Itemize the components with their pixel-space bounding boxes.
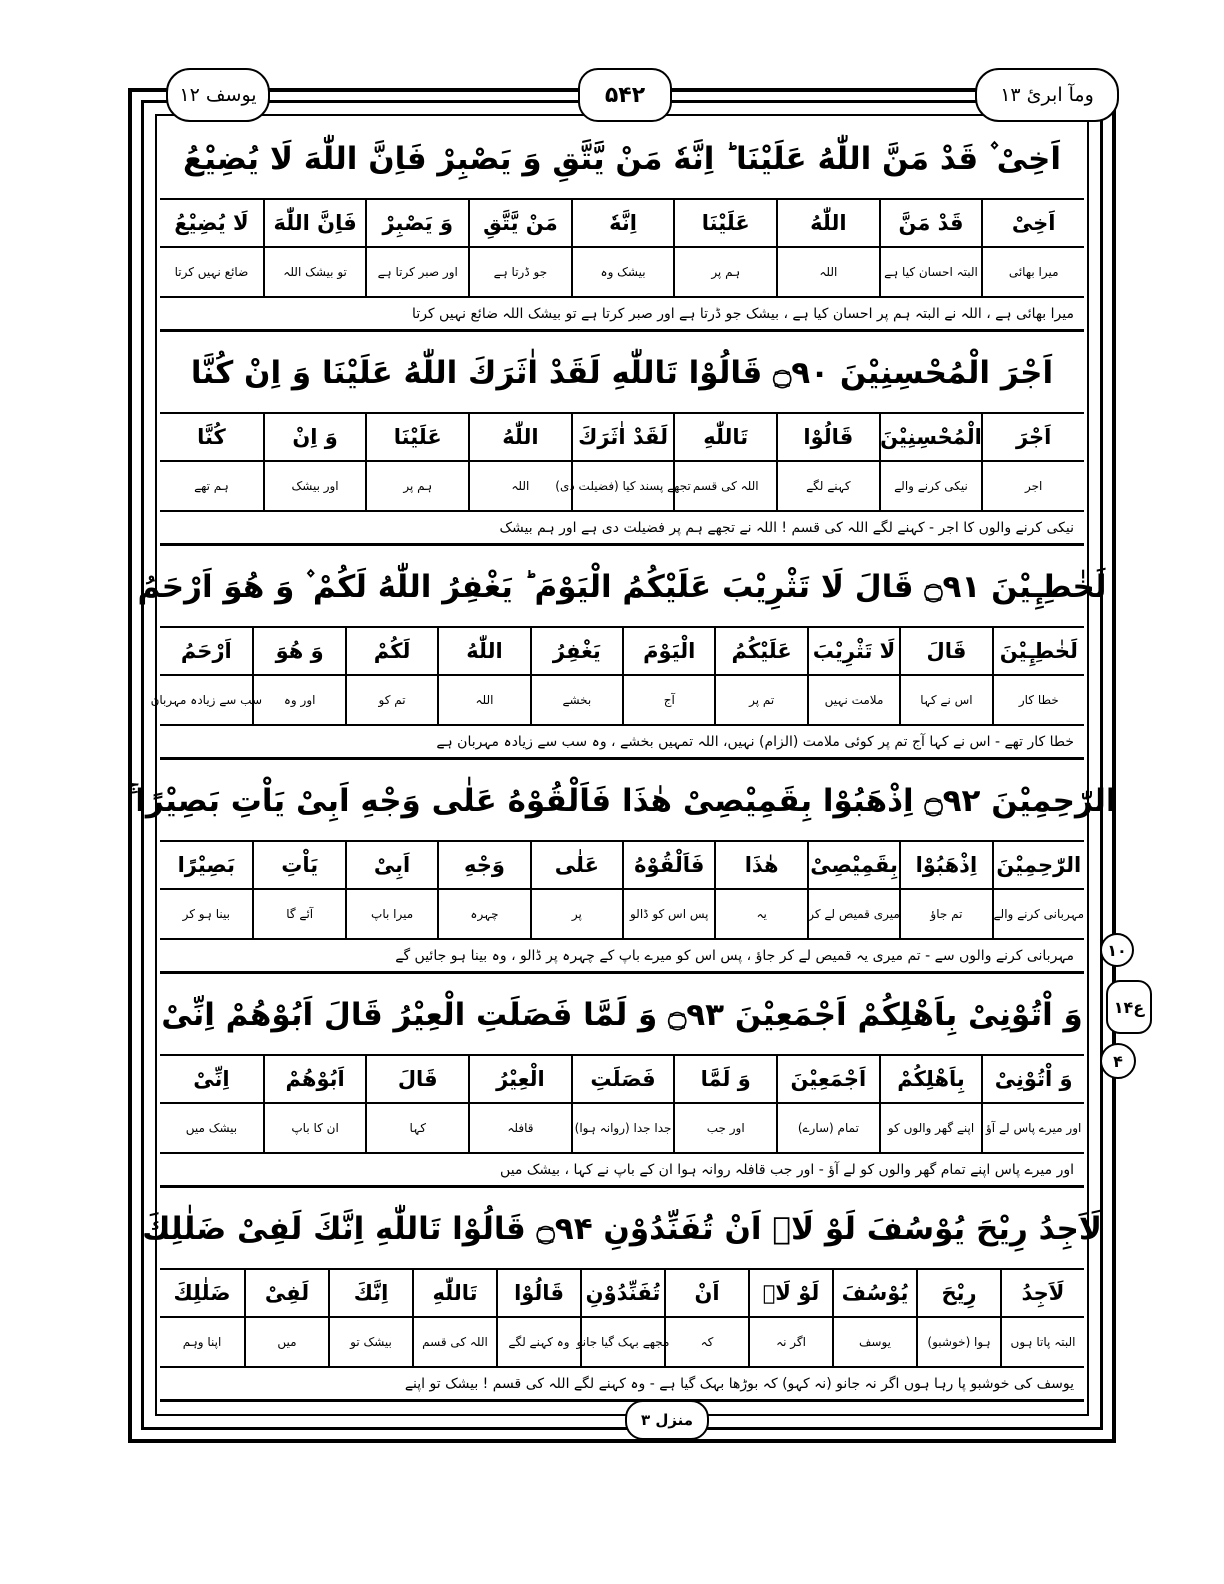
arabic-word-cell: الرّٰحِمِیْنَ (992, 842, 1084, 888)
urdu-meaning-cell: ہم پر (365, 462, 468, 510)
arabic-word-cell: مَنْ یَّتَّقِ (468, 200, 571, 246)
meaning-row (160, 1104, 1084, 1154)
urdu-meaning-cell: نیکی کرنے والے (879, 462, 982, 510)
arabic-word-cell: اللّٰهُ (776, 200, 879, 246)
urdu-meaning-cell: تم پر (714, 676, 806, 724)
urdu-meaning-cell: مجھے بہک گیا جانو (580, 1318, 664, 1366)
urdu-meaning-cell: بینا ہو کر (182, 907, 231, 921)
ruku-number-marker: ۱۰ (1100, 933, 1134, 967)
arabic-word-cell: تَاللّٰهِ (673, 414, 776, 460)
urdu-meaning-cell: اس نے کہا (899, 676, 991, 724)
arabic-word-cell: یَاْتِ (252, 842, 344, 888)
arabic-word-cell: الْیَوْمَ (622, 628, 714, 674)
urdu-meaning-cell: اپنے گھر والوں کو (879, 1104, 982, 1152)
arabic-word-cell: وَ لَمَّا (673, 1056, 776, 1102)
urdu-meaning-cell: کہ (664, 1318, 748, 1366)
urdu-translation-line: میرا بھائی ہے ، اللہ نے البتہ ہم پر احسان کیا ہے ، بیشک جو ڈرتا ہے اور صبر کرتا ہے تو بیشک اللہ ضائع نہیں کرتا (160, 298, 1084, 332)
arabic-word-cell: اَنْ (664, 1270, 748, 1316)
urdu-meaning-cell: اور بیشک (263, 462, 366, 510)
arabic-word-cell: تَاللّٰهِ (412, 1270, 496, 1316)
word-row (160, 1056, 1084, 1104)
arabic-word-cell: فَاَلْقُوْهُ (622, 842, 714, 888)
verse-block (160, 334, 1084, 548)
word-row (160, 414, 1084, 462)
verse-block (160, 120, 1084, 334)
arabic-verse-line: لَاَجِدُ رِیْحَ یُوْسُفَ لَوْ لَاۤ اَنْ تُفَنِّدُوْنِ ۝۹۴ قَالُوْا تَاللّٰهِ اِنَّكَ لَفِیْ ضَلٰلِكَ (160, 1190, 1084, 1270)
arabic-word-cell: قَدْ مَنَّ (879, 200, 982, 246)
urdu-meaning-cell: تو بیشک اللہ (263, 248, 366, 296)
arabic-word-cell: رِیْحَ (916, 1270, 1000, 1316)
urdu-meaning-cell: اللہ کی قسم (412, 1318, 496, 1366)
meaning-row (150, 676, 1084, 726)
meaning-row (160, 890, 1084, 940)
urdu-translation-line: مہربانی کرنے والوں سے - تم میری یہ قمیص لے کر جاؤ ، پس اس کو میرے باپ کے چہرہ پر ڈالو ، وہ بینا ہو جائیں گے (160, 940, 1084, 974)
arabic-word-cell: اللّٰهُ (437, 628, 529, 674)
verse-block (137, 548, 1107, 762)
verse-block (160, 976, 1084, 1190)
urdu-meaning-cell: ہم پر (673, 248, 776, 296)
urdu-meaning-cell: تم کو (345, 676, 437, 724)
urdu-meaning-cell: اور وہ (252, 676, 344, 724)
meaning-row (160, 248, 1084, 298)
urdu-meaning-cell: یہ (714, 890, 806, 938)
urdu-meaning-cell: ان کا باپ (263, 1104, 366, 1152)
arabic-word-cell: عَلَیْكُمُ (714, 628, 806, 674)
arabic-word-cell: وَ هُوَ (252, 628, 344, 674)
urdu-meaning-cell: میرا باپ (345, 890, 437, 938)
arabic-word-cell: قَالَ (365, 1056, 468, 1102)
arabic-word-cell: قَالَ (899, 628, 991, 674)
arabic-word-cell: بِقَمِیْصِیْ (807, 842, 899, 888)
urdu-meaning-cell: بیشک تو (328, 1318, 412, 1366)
urdu-meaning-cell: ہوا (خوشبو) (916, 1318, 1000, 1366)
urdu-meaning-cell: وہ کہنے لگے (496, 1318, 580, 1366)
arabic-word-cell: اللّٰهُ (468, 414, 571, 460)
urdu-meaning-cell: قافلہ (468, 1104, 571, 1152)
urdu-meaning-cell: کہنے لگے (776, 462, 879, 510)
arabic-word-cell: اَجْرَ (981, 414, 1084, 460)
arabic-word-cell: اِنَّكَ (328, 1270, 412, 1316)
arabic-word-cell: اَخِیْ (981, 200, 1084, 246)
arabic-verse-line: لَخٰطِـِٕیْنَ ۝۹۱ قَالَ لَا تَثْرِیْبَ عَلَیْكُمُ الْیَوْمَ ؕ یَغْفِرُ اللّٰهُ لَكُمْ ۫ وَ هُوَ اَرْحَمُ (160, 548, 1084, 628)
word-row (160, 628, 1084, 676)
arabic-word-cell: یَغْفِرُ (530, 628, 622, 674)
urdu-meaning-cell: جو ڈرتا ہے (468, 248, 571, 296)
arabic-word-cell: لَفِیْ (244, 1270, 328, 1316)
urdu-meaning-cell: میری قمیص لے کر (807, 890, 899, 938)
ruku-marker: ع۱۴ (1106, 980, 1152, 1034)
arabic-word-cell: وَجْهِ (437, 842, 529, 888)
arabic-word-cell: اَبِیْ (345, 842, 437, 888)
arabic-word-cell: بَصِیْرًا (177, 853, 235, 877)
arabic-word-cell: قَالُوْا (776, 414, 879, 460)
arabic-word-cell: وَ اْتُوْنِیْ (981, 1056, 1084, 1102)
arabic-word-cell: لَقَدْ اٰثَرَكَ (571, 414, 674, 460)
arabic-word-cell: اَبُوْهُمْ (263, 1056, 366, 1102)
urdu-meaning-cell: بخشے (530, 676, 622, 724)
arabic-word-cell: فَاِنَّ اللّٰهَ (263, 200, 366, 246)
urdu-meaning-cell: اللہ کی قسم (673, 462, 776, 510)
urdu-meaning-cell: خطا کار (992, 676, 1084, 724)
arabic-word-cell: ضَلٰلِكَ (173, 1281, 231, 1305)
urdu-translation-line: نیکی کرنے والوں کا اجر - کہنے لگے اللہ کی قسم ! اللہ نے تجھے ہم پر فضیلت دی ہے اور ہم بیشک (160, 512, 1084, 546)
urdu-meaning-cell: اگر نہ (748, 1318, 832, 1366)
urdu-meaning-cell: اور میرے پاس لے آؤ (981, 1104, 1084, 1152)
urdu-meaning-cell: اللہ (468, 462, 571, 510)
urdu-translation-line: یوسف کی خوشبو پا رہا ہوں اگر نہ جانو (نہ کہو) کہ بوڑھا بہک گیا ہے - وہ کہنے لگے اللہ کی قسم ! بیشک تو اپنے (160, 1368, 1084, 1402)
verse-block (142, 1190, 1102, 1404)
arabic-word-cell: یُوْسُفَ (832, 1270, 916, 1316)
urdu-meaning-cell: ہم تھے (194, 479, 229, 493)
arabic-word-cell: لَاَجِدُ (1000, 1270, 1084, 1316)
arabic-word-cell: وَ اِنْ (263, 414, 366, 460)
meaning-row (160, 462, 1084, 512)
urdu-meaning-cell: اور جب (673, 1104, 776, 1152)
arabic-verse-line: وَ اْتُوْنِیْ بِاَهْلِكُمْ اَجْمَعِیْنَ ۝۹۳ وَ لَمَّا فَصَلَتِ الْعِیْرُ قَالَ اَبُوْهُمْ اِنِّیْ (160, 976, 1084, 1056)
arabic-word-cell: هٰذَا (714, 842, 806, 888)
urdu-meaning-cell: پس اس کو ڈالو (622, 890, 714, 938)
arabic-word-cell: اِذْهَبُوْا (899, 842, 991, 888)
arabic-verse-line: اَخِیْ ۫ قَدْ مَنَّ اللّٰهُ عَلَیْنَا ؕ اِنَّهٗ مَنْ یَّتَّقِ وَ یَصْبِرْ فَاِنَّ اللّٰهَ لَا یُضِیْعُ (160, 120, 1084, 200)
urdu-meaning-cell: ملامت نہیں (807, 676, 899, 724)
ruku-verse-count-marker: ۴ (1100, 1043, 1136, 1079)
urdu-meaning-cell: البتہ احسان کیا ہے (879, 248, 982, 296)
arabic-word-cell: الْمُحْسِنِیْنَ (879, 414, 982, 460)
urdu-translation-line: خطا کار تھے - اس نے کہا آج تم پر کوئی ملامت (الزام) نہیں، اللہ تمہیں بخشے ، وہ سب سے زیادہ مہربان ہے (160, 726, 1084, 760)
arabic-word-cell: لَوْ لَاۤ (748, 1270, 832, 1316)
urdu-meaning-cell: کہا (365, 1104, 468, 1152)
page-number: ۵۴۲ (578, 68, 672, 122)
urdu-meaning-cell: جدا جدا (روانہ ہوا) (571, 1104, 674, 1152)
arabic-verse-line: اَجْرَ الْمُحْسِنِیْنَ ۝۹۰ قَالُوْا تَاللّٰهِ لَقَدْ اٰثَرَكَ اللّٰهُ عَلَیْنَا وَ اِنْ كُنَّا (160, 334, 1084, 414)
urdu-meaning-cell: بیشک وہ (571, 248, 674, 296)
arabic-word-cell: وَ یَصْبِرْ (365, 200, 468, 246)
manzil-label: منزل ۳ (625, 1400, 709, 1440)
urdu-meaning-cell: تم جاؤ (899, 890, 991, 938)
arabic-word-cell: كُنَّا (197, 425, 226, 449)
urdu-meaning-cell: پر (530, 890, 622, 938)
urdu-meaning-cell: تجھے پسند کیا (فضیلت دی) (571, 462, 674, 510)
word-row (160, 200, 1084, 248)
urdu-meaning-cell: میرا بھائی (981, 248, 1084, 296)
arabic-word-cell: عَلٰى (530, 842, 622, 888)
urdu-meaning-cell: میں (244, 1318, 328, 1366)
arabic-word-cell: قَالُوْا (496, 1270, 580, 1316)
arabic-word-cell: تُفَنِّدُوْنِ (580, 1270, 664, 1316)
urdu-meaning-cell: مہربانی کرنے والے (992, 890, 1084, 938)
urdu-meaning-cell: اپنا وہم (182, 1335, 222, 1349)
arabic-word-cell: عَلَیْنَا (673, 200, 776, 246)
arabic-word-cell: لَا تَثْرِیْبَ (807, 628, 899, 674)
surah-label: یوسف ۱۲ (166, 68, 270, 122)
arabic-word-cell: لَخٰطِـِٕیْنَ (992, 628, 1084, 674)
arabic-word-cell: الْعِیْرُ (468, 1056, 571, 1102)
arabic-word-cell: عَلَیْنَا (365, 414, 468, 460)
urdu-meaning-cell: آج (622, 676, 714, 724)
arabic-word-cell: بِاَهْلِكُمْ (879, 1056, 982, 1102)
arabic-word-cell: اَرْحَمُ (180, 639, 232, 663)
arabic-word-cell: لَكُمْ (345, 628, 437, 674)
urdu-meaning-cell: سب سے زیادہ مہربان (150, 693, 262, 707)
urdu-meaning-cell: البتہ پاتا ہوں (1000, 1318, 1084, 1366)
urdu-meaning-cell: یوسف (832, 1318, 916, 1366)
arabic-verse-line: الرّٰحِمِیْنَ ۝۹۲ اِذْهَبُوْا بِقَمِیْصِیْ هٰذَا فَاَلْقُوْهُ عَلٰى وَجْهِ اَبِیْ یَاْتِ بَصِیْرًا ۚ (160, 762, 1084, 842)
urdu-meaning-cell: ضائع نہیں کرتا (174, 265, 249, 279)
urdu-meaning-cell: اور صبر کرتا ہے (365, 248, 468, 296)
urdu-meaning-cell: اجر (981, 462, 1084, 510)
urdu-meaning-cell: اللہ (437, 676, 529, 724)
urdu-meaning-cell: آئے گا (252, 890, 344, 938)
meaning-row (160, 1318, 1084, 1368)
arabic-word-cell: لَا یُضِیْعُ (174, 211, 249, 235)
arabic-word-cell: اِنَّهٗ (571, 200, 674, 246)
word-row (160, 842, 1084, 890)
arabic-word-cell: فَصَلَتِ (571, 1056, 674, 1102)
urdu-meaning-cell: چہرہ (437, 890, 529, 938)
urdu-meaning-cell: تمام (سارے) (776, 1104, 879, 1152)
urdu-meaning-cell: اللہ (776, 248, 879, 296)
urdu-meaning-cell: بیشک میں (185, 1121, 238, 1135)
arabic-word-cell: اَجْمَعِیْنَ (776, 1056, 879, 1102)
word-row (160, 1270, 1084, 1318)
juz-label: ومآ ابرئ ۱۳ (975, 68, 1119, 122)
urdu-translation-line: اور میرے پاس اپنے تمام گھر والوں کو لے آؤ - اور جب قافلہ روانہ ہوا ان کے باپ نے کہا ، بیشک میں (160, 1154, 1084, 1188)
arabic-word-cell: اِنِّیْ (193, 1067, 230, 1091)
